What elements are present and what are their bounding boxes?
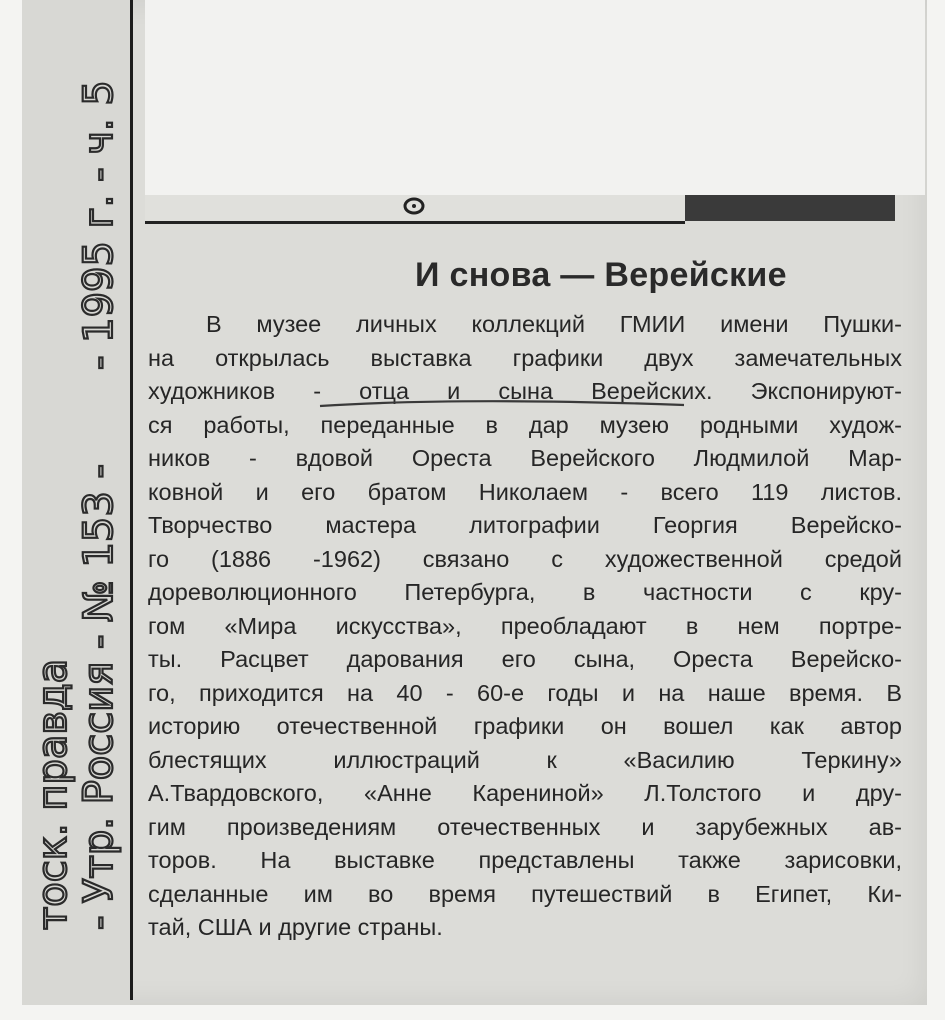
article-headline: И снова — Верейские [415,256,787,294]
article-line: гим произведениям отечественных и зарубежных ав- [148,813,902,840]
article-line: А.Твардовского, «Анне Карениной» Л.Толстого и дру- [148,780,902,806]
handwritten-line-2: - Утр. Россия - № 153 - [76,464,122,930]
article-line: художников - отца и сына Верейских. Экспонируют- [148,378,902,404]
article-line: на открылась выставка графики двух замечательных [148,344,902,371]
margin-rule [130,0,133,1000]
article-line: В музее личных коллекций ГМИИ имени Пушки- [206,311,902,337]
handwritten-line-1: - 1995 г. - ч. 5 [76,80,122,370]
article-line: тай, США и другие страны. [148,914,443,940]
article-line: го, приходится на 40 - 60-е годы и на наше время. В [148,679,902,706]
article-line: ников - вдовой Ореста Верейского Людмилой Мар- [148,445,902,471]
article-line: ковной и его братом Николаем - всего 119 листов. [148,478,902,505]
article-line: ся работы, переданные в дар музею родными худож- [148,411,902,438]
handwritten-note [18,50,128,950]
pen-underline [318,397,688,411]
photo-dark-part [685,195,895,221]
article-line: ты. Расцвет дарования его сына, Ореста Верейско- [148,646,902,672]
handwritten-line-3: тоск. правда [30,658,76,930]
article-line: гом «Мира искусства», преобладают в нем портре- [148,612,902,639]
article-line: Творчество мастера литографии Георгия Верейско- [148,512,902,538]
article-line: историю отечественной графики он вошел как автор [148,713,902,739]
blank-paper-area [145,0,925,195]
photo-fragment [400,197,430,219]
article-line: го (1886 -1962) связано с художественной средой [148,545,902,572]
article-line: дореволюционного Петербурга, в частности с кру- [148,579,902,605]
article-line: сделанные им во время путешествий в Египет, Ки- [148,880,902,907]
article-line: торов. На выставке представлены также зарисовки, [148,847,902,873]
photo-bottom-edge [145,195,895,221]
article-line: блестящих иллюстраций к «Василию Теркину» [148,746,902,773]
